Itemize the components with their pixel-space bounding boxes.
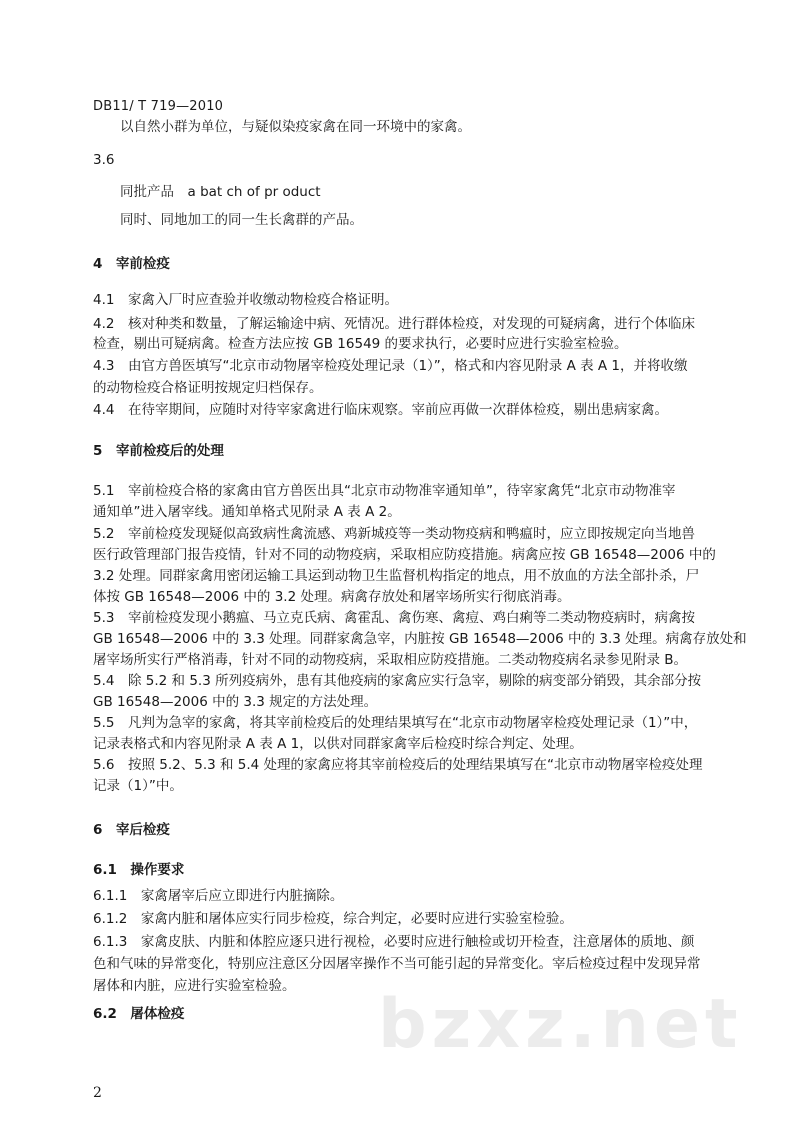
clause-text: 4.2 核对种类和数量，了解运输途中病、死情况。进行群体检疫，对发现的可疑病禽，进行个体临床 <box>93 316 695 332</box>
clause-text: 色和气味的异常变化，特别应注意区分因屠宰操作不当可能引起的异常变化。宰后检疫过程中发现异常 <box>93 956 701 972</box>
clause-text: 6.1.1 家禽屠宰后应立即进行内脏摘除。 <box>93 888 344 904</box>
clause-text: 通知单”进入屠宰线。通知单格式见附录 A 表 A 2。 <box>93 504 401 520</box>
subsection-heading: 6.2 屠体检疫 <box>93 1006 185 1022</box>
clause-text: 6.1.3 家禽皮肤、内脏和体腔应逐只进行视检，必要时应进行触检或切开检查，注意屠体的质地、颜 <box>93 934 695 950</box>
clause-text: 医行政管理部门报告疫情，针对不同的动物疫病，采取相应防疫措施。病禽应按 GB 16548—2006 中的 <box>93 547 716 563</box>
clause-text: 4.1 家禽入厂时应查验并收缴动物检疫合格证明。 <box>93 292 398 308</box>
clause-text: 5.6 按照 5.2、5.3 和 5.4 处理的家禽应将其宰前检疫后的处理结果填写在“北京市动物屠宰检疫处理 <box>93 757 703 773</box>
definition-text: 同时、同地加工的同一生长禽群的产品。 <box>120 212 363 228</box>
clause-text: 5.1 宰前检疫合格的家禽由官方兽医出具“北京市动物准宰通知单”，待宰家禽凭“北京市动物准宰 <box>93 483 676 499</box>
section-heading: 6 宰后检疫 <box>93 822 170 838</box>
clause-text: 检查，剔出可疑病禽。检查方法应按 GB 16549 的要求执行，必要时应进行实验室检验。 <box>93 336 628 352</box>
clause-text: 5.4 除 5.2 和 5.3 所列疫病外，患有其他疫病的家禽应实行急宰，剔除的病变部分销毁，其余部分按 <box>93 673 702 689</box>
section-heading: 4 宰前检疫 <box>93 256 170 272</box>
clause-text: 的动物检疫合格证明按规定归档保存。 <box>93 380 323 396</box>
clause-text: 4.3 由官方兽医填写“北京市动物屠宰检疫处理记录（1）”，格式和内容见附录 A 表 A 1，并将收缴 <box>93 358 688 374</box>
clause-text: 记录表格式和内容见附录 A 表 A 1，以供对同群家禽宰后检疫时综合判定、处理。 <box>93 736 583 752</box>
clause-text: 记录（1）”中。 <box>93 778 183 794</box>
clause-text: 5.3 宰前检疫发现小鹅瘟、马立克氏病、禽霍乱、禽伤寒、禽痘、鸡白痢等二类动物疫病时，病禽按 <box>93 610 695 626</box>
clause-text: 5.5 凡判为急宰的家禽，将其宰前检疫后的处理结果填写在“北京市动物屠宰检疫处理记录（1）”中， <box>93 715 698 731</box>
standard-code-header: DB11/ T 719—2010 <box>93 99 224 114</box>
definition-text: 以自然小群为单位，与疑似染疫家禽在同一环境中的家禽。 <box>120 119 471 135</box>
clause-number: 3.6 <box>93 152 115 168</box>
clause-text: GB 16548—2006 中的 3.3 处理。同群家禽急宰，内脏按 GB 16548—2006 中的 3.3 处理。病禽存放处和 <box>93 631 747 647</box>
page-number: 2 <box>93 1085 102 1101</box>
clause-text: 5.2 宰前检疫发现疑似高致病性禽流感、鸡新城疫等一类动物疫病和鸭瘟时，应立即按规定向当地兽 <box>93 526 695 542</box>
clause-text: 屠体和内脏，应进行实验室检验。 <box>93 978 296 994</box>
clause-text: 3.2 处理。同群家禽用密闭运输工具运到动物卫生监督机构指定的地点，用不放血的方法全部扑杀，尸 <box>93 568 700 584</box>
clause-text: 屠宰场所实行严格消毒，针对不同的动物疫病，采取相应防疫措施。二类动物疫病名录参见附录 B。 <box>93 652 688 668</box>
term-heading: 同批产品 a bat ch of pr oduct <box>120 184 321 200</box>
section-heading: 5 宰前检疫后的处理 <box>93 443 224 459</box>
watermark: bzxz.net <box>378 985 743 1064</box>
clause-text: 6.1.2 家禽内脏和屠体应实行同步检疫，综合判定，必要时应进行实验室检验。 <box>93 911 573 927</box>
subsection-heading: 6.1 操作要求 <box>93 862 185 878</box>
clause-text: 体按 GB 16548—2006 中的 3.2 处理。病禽存放处和屠宰场所实行彻底消毒。 <box>93 589 571 605</box>
clause-text: GB 16548—2006 中的 3.3 规定的方法处理。 <box>93 694 378 710</box>
clause-text: 4.4 在待宰期间，应随时对待宰家禽进行临床观察。宰前应再做一次群体检疫，剔出患病家禽。 <box>93 402 668 418</box>
